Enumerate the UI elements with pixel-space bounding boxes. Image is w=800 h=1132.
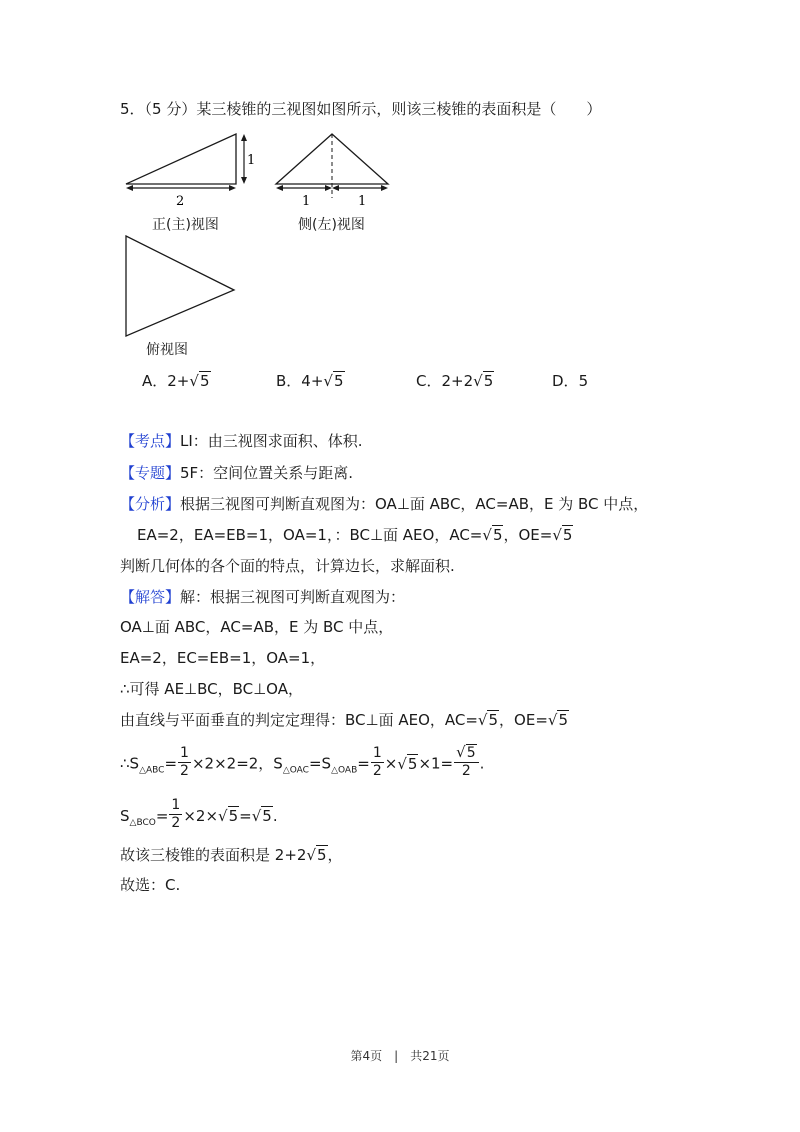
width-arrow-right [229,185,236,191]
height-arrow-top [241,134,247,141]
kaodian-tag: 【考点】 [120,432,181,450]
height-arrow-bottom [241,177,247,184]
front-view-caption: 正(主)视图 [152,217,219,233]
top-view-caption: 俯视图 [146,342,188,358]
front-height-label: 1 [247,153,256,168]
option-c-value: 2+2 [441,372,474,390]
page-footer: 第4页 | 共21页 [350,1049,450,1063]
jieda-line-2: OA⊥面 ABC，AC=AB，E 为 BC 中点， [120,618,394,636]
option-d[interactable] [552,370,588,391]
side-view-figure [270,128,396,210]
fenxi-line-2: EA=2，EA=EB=1，OA=1，：BC⊥面 AEO，AC=√5，OE=√5 [137,526,573,544]
jieda-line-1: 【解答】解：根据三视图可判断直观图为： [120,588,406,606]
sqrt-symbol: √5 [189,372,210,390]
sqrt-symbol: √5 [473,372,494,390]
jieda-line-4: ∴可得 AE⊥BC，BC⊥OA， [120,680,303,698]
sqrt-symbol: √5 [218,807,239,825]
zhuanti-text: 5F：空间位置关系与距离. [180,464,353,482]
jieda-line-6: $\therefore S_{\triangle ABC}=$ $\frac{1}{2}$ ×2×2=2，$S_{\triangle OAC}=S_{\triangle OAB}=$ $\frac{1}{2}$ ×√5×1= $\frac{√5}{2}$ . [120,743,485,779]
jieda-line-5: 由直线与平面垂直的判定定理得：BC⊥面 AEO，AC=√5，OE=√5 [120,711,568,729]
right-arrow-right [381,185,388,191]
option-b[interactable] [276,370,345,391]
option-a-value: 2+ [167,372,190,390]
jieda-line-8: 故该三棱锥的表面积是 2+2√5， [120,846,343,864]
zhuanti-line [120,462,353,484]
fraction-sqrt5-over-2: $\frac{√5}{2}$ [454,744,478,780]
option-c-letter: C． [416,372,442,390]
width-arrow-left [126,185,133,191]
sqrt-symbol: √5 [482,526,503,544]
sqrt-symbol: √5 [547,711,568,729]
jieda-line-7: $S_{\triangle BCO}=$ $\frac{1}{2}$ ×2×√5=√5. [120,797,278,831]
option-a[interactable] [142,370,211,391]
side-left-label: 1 [302,194,311,209]
left-arrow-right [325,185,332,191]
question-text: （5 分）某三棱锥的三视图如图所示，则该三棱锥的表面积是（ ） [144,100,602,118]
sqrt-symbol: √5 [552,526,573,544]
zhuanti-tag: 【专题】 [120,464,181,482]
option-b-value: 4+ [301,372,324,390]
kaodian-text: LI：由三视图求面积、体积. [180,432,363,450]
front-view-triangle [126,134,236,184]
sqrt-symbol: √5 [397,754,418,773]
fraction-half: $\frac{1}{2}$ [180,744,189,779]
option-d-value: 5 [578,372,589,390]
fraction-half: $\frac{1}{2}$ [372,744,382,779]
right-arrow-left [332,185,339,191]
jieda-line-9: 故选：C. [120,876,181,894]
left-arrow-left [276,185,283,191]
sqrt-symbol: √5 [306,846,327,864]
front-width-label: 2 [176,194,185,209]
side-view-caption: 侧(左)视图 [298,217,365,233]
kaodian-line [120,430,363,452]
fraction-half: $\frac{1}{2}$ [171,797,181,831]
top-view-figure [120,232,244,342]
option-c[interactable] [416,370,494,391]
sqrt-symbol: √5 [323,372,344,390]
option-b-letter: B． [276,372,302,390]
front-view-figure [120,128,260,210]
option-d-letter: D． [552,372,579,390]
jieda-line-3: EA=2，EC=EB=1，OA=1， [120,649,326,667]
question-number: 5． [120,100,145,118]
fenxi-tag: 【分析】 [120,495,181,513]
sqrt-symbol: √5 [251,807,272,825]
side-right-label: 1 [358,194,367,209]
fenxi-text-1: 根据三视图可判断直观图为：OA⊥面 ABC，AC=AB，E 为 BC 中点， [180,495,649,513]
option-a-letter: A． [142,372,168,390]
jieda-tag: 【解答】 [120,588,181,606]
top-view-triangle [126,236,234,336]
fenxi-line-3: 判断几何体的各个面的特点，计算边长，求解面积. [120,557,455,575]
sqrt-symbol: √5 [477,711,499,729]
question-stem [120,98,601,120]
fenxi-line-1 [120,493,648,515]
